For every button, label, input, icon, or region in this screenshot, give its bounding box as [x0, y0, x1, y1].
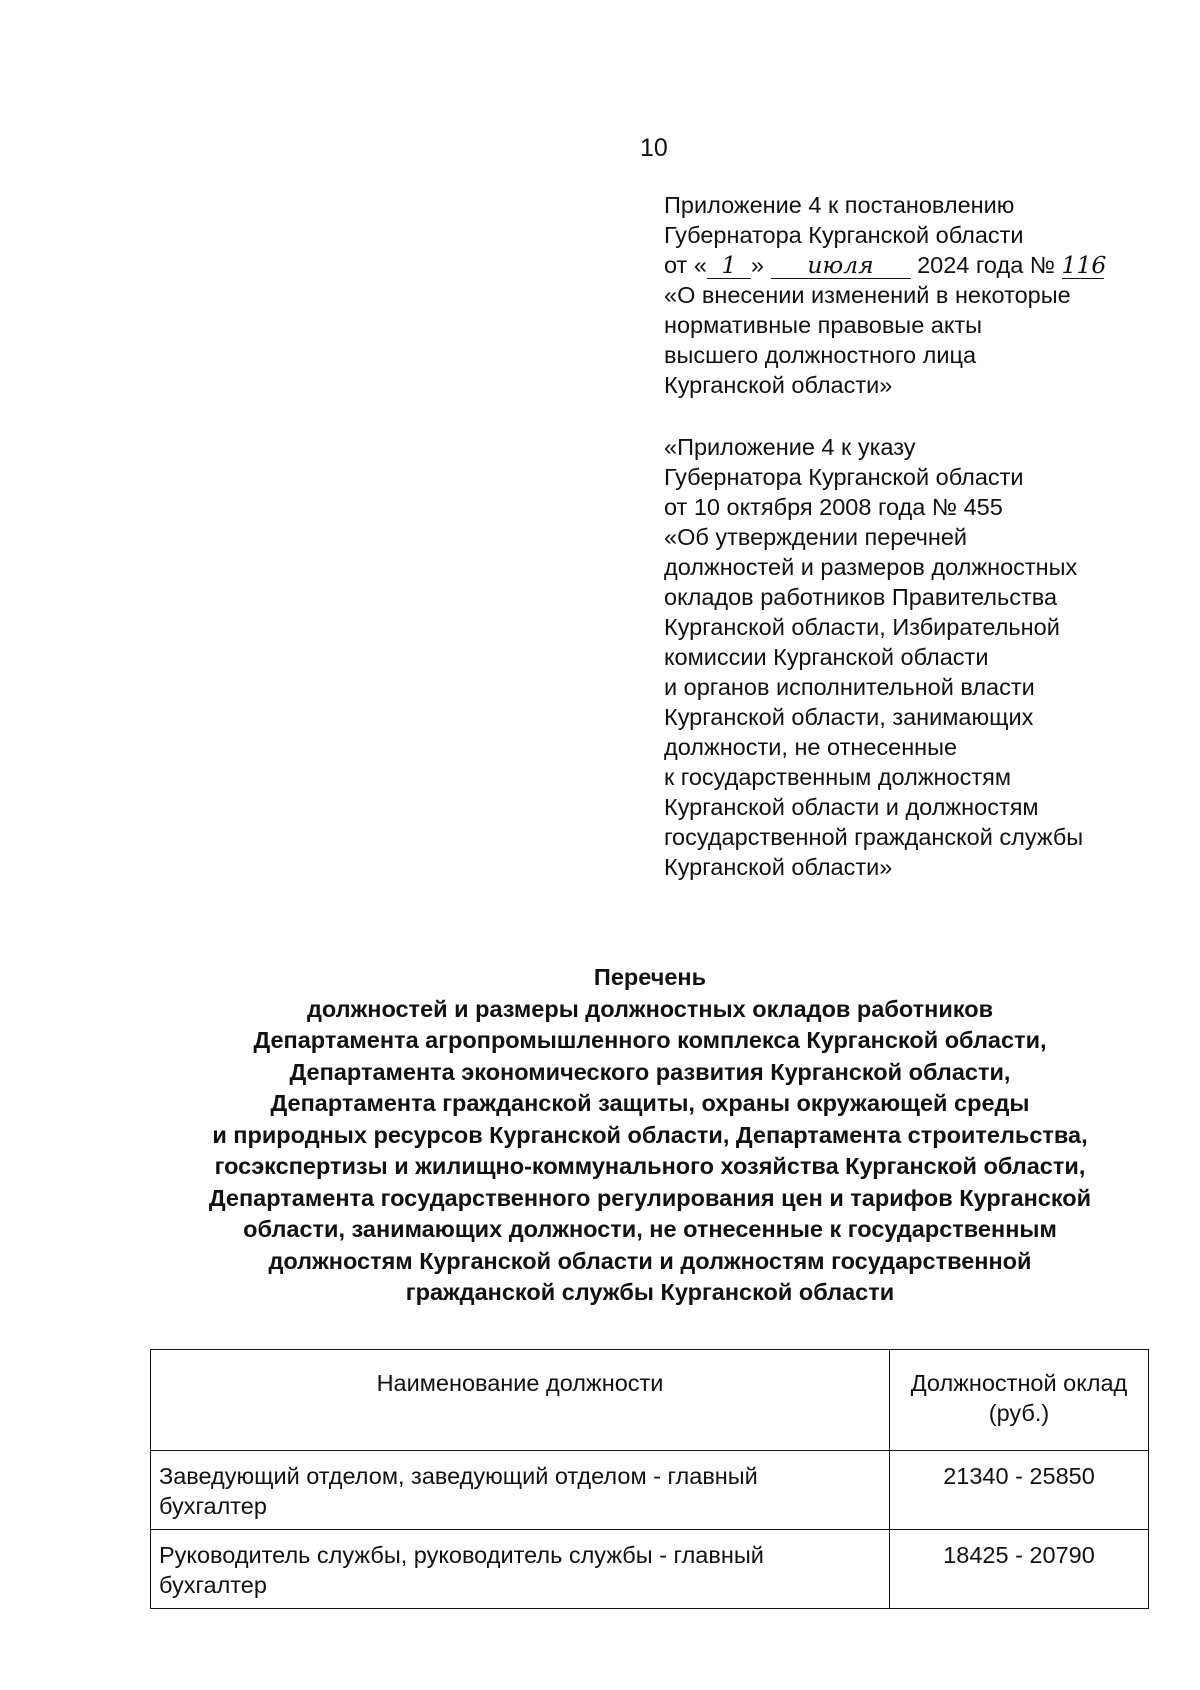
position-cell [151, 1530, 890, 1609]
title-line: Департамента государственного регулирования цен и тарифов Курганской [208, 1184, 1092, 1211]
date-year: 2024 года № [917, 252, 1055, 278]
salary-cell: 18425 - 20790 [890, 1530, 1149, 1609]
appendix-line: высшего должностного лица [664, 342, 977, 368]
handwritten-number: 116 [1061, 251, 1107, 279]
decree-line: «Приложение 4 к указу [664, 434, 916, 460]
handwritten-day: 1 [707, 252, 751, 279]
title-line: Департамента экономического развития Курганской области, [289, 1058, 1011, 1085]
decree-line: Губернатора Курганской области [664, 464, 1024, 490]
appendix-line: Приложение 4 к постановлению [664, 192, 1015, 218]
position-cell [151, 1451, 890, 1530]
title-line: Департамента гражданской защиты, охраны окружающей среды [270, 1090, 1030, 1116]
header-position: Наименование должности [151, 1350, 890, 1451]
decree-line: Курганской области, Избирательной [664, 614, 1060, 640]
table-header-row [151, 1350, 1149, 1451]
decree-line: комиссии Курганской области [664, 644, 989, 670]
date-prefix: от « [664, 252, 707, 278]
position-text: бухгалтер [159, 1572, 267, 1598]
title-line: области, занимающих должности, не отнесенные к государственным [243, 1216, 1057, 1242]
appendix-line: «О внесении изменений в некоторые [664, 282, 1071, 308]
decree-line: должностей и размеров должностных [664, 554, 1078, 580]
header-salary [890, 1350, 1149, 1451]
appendix-line: нормативные правовые акты [664, 312, 983, 338]
title-line: госэкспертизы и жилищно-коммунального хозяйства Курганской области, [214, 1153, 1086, 1179]
appendix-decree-header [664, 432, 1164, 882]
handwritten-month: июля [771, 252, 911, 279]
salary-cell: 21340 - 25850 [890, 1451, 1149, 1530]
document-title [120, 962, 1180, 1309]
position-text: Руководитель службы, руководитель службы - главный [159, 1542, 764, 1568]
salary-table [150, 1349, 1149, 1609]
date-mid: » [750, 252, 764, 278]
header-salary-line: Должностной оклад [910, 1370, 1128, 1396]
title-line: должностям Курганской области и должностям государственной [268, 1247, 1032, 1274]
decree-line: Курганской области» [664, 854, 893, 880]
appendix-date-line [664, 250, 1164, 280]
table-row [151, 1451, 1149, 1530]
title-line: Перечень [593, 964, 707, 990]
position-text: Заведующий отделом, заведующий отделом - главный [159, 1463, 758, 1489]
header-salary-unit: (руб.) [988, 1400, 1050, 1426]
appendix-line: Курганской области» [664, 372, 893, 398]
decree-line: должности, не отнесенные [664, 734, 958, 760]
decree-line: от 10 октября 2008 года № 455 [664, 494, 1003, 520]
title-line: Департамента агропромышленного комплекса Курганской области, [253, 1027, 1047, 1053]
appendix-line: Губернатора Курганской области [664, 222, 1024, 248]
decree-line: «Об утверждении перечней [664, 524, 968, 550]
table-row [151, 1530, 1149, 1609]
appendix-resolution-header [664, 190, 1164, 400]
decree-line: Курганской области, занимающих [664, 704, 1034, 730]
decree-line: окладов работников Правительства [664, 584, 1058, 610]
position-text: бухгалтер [159, 1493, 267, 1519]
title-line: должностей и размеры должностных окладов работников [306, 995, 994, 1022]
decree-line: Курганской области и должностям [664, 794, 1039, 820]
title-line: гражданской службы Курганской области [405, 1279, 895, 1305]
decree-line: к государственным должностям [664, 764, 1011, 790]
title-line: и природных ресурсов Курганской области, Департамента строительства, [212, 1121, 1088, 1148]
decree-line: и органов исполнительной власти [664, 674, 1035, 700]
page-number: 10 [640, 134, 668, 162]
decree-line: государственной гражданской службы [664, 824, 1084, 850]
